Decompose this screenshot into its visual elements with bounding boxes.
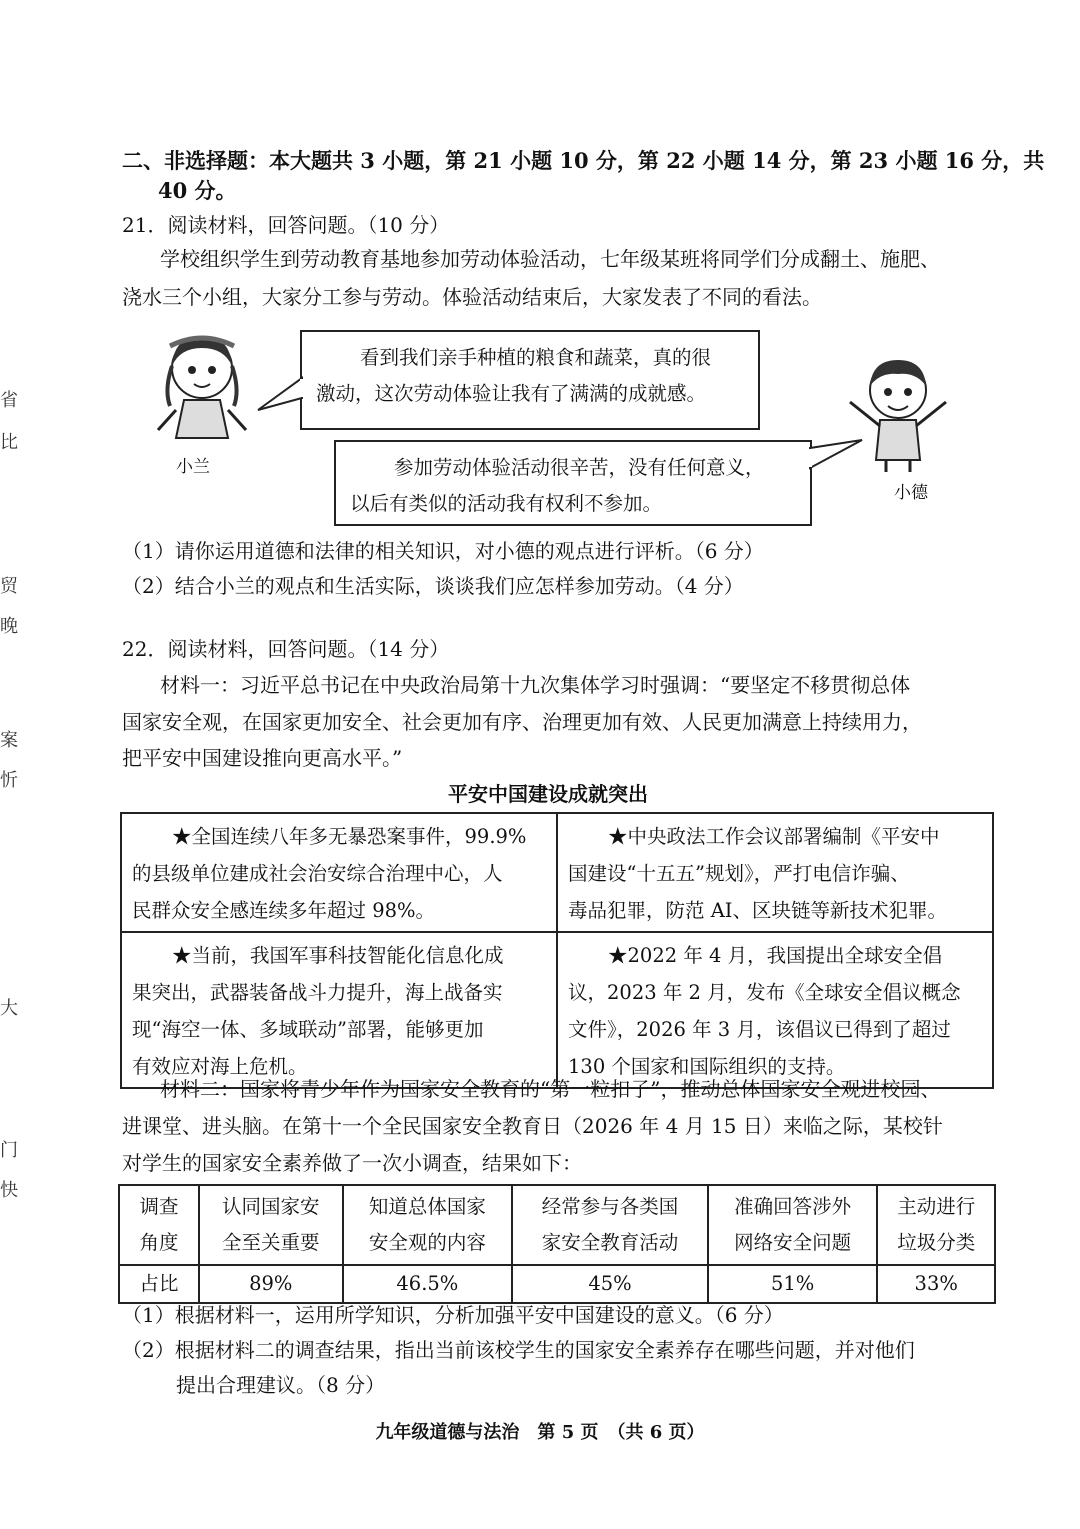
survey-value: 89% <box>199 1265 343 1303</box>
q21-intro: 学校组织学生到劳动教育基地参加劳动体验活动，七年级某班将同学们分成翻土、施肥、 <box>160 247 940 271</box>
survey-column-header-line: 安全观的内容 <box>368 1231 486 1254</box>
xiaolan-speech-line2: 激动，这次劳动体验让我有了满满的成就感。 <box>316 382 707 405</box>
page-footer: 九年级道德与法治 第 5 页 （共 6 页） <box>375 1422 705 1443</box>
survey-table <box>118 1184 996 1304</box>
xiaode-figure <box>842 350 954 474</box>
q22-title: 22．阅读材料，回答问题。（14 分） <box>122 637 450 661</box>
achievement-cell <box>557 813 993 932</box>
q21-intro-cont: 浇水三个小组，大家分工参与劳动。体验活动结束后，大家发表了不同的看法。 <box>122 285 822 309</box>
xiaode-name: 小德 <box>894 483 928 503</box>
q21-sub2: （2）结合小兰的观点和生活实际，谈谈我们应怎样参加劳动。（4 分） <box>122 574 744 598</box>
survey-column-header-line: 全至关重要 <box>222 1231 320 1254</box>
achievement-line: ★全国连续八年多无暴恐案事件，99.9% <box>172 825 527 848</box>
q21-sub1: （1）请你运用道德和法律的相关知识，对小德的观点进行评析。（6 分） <box>122 539 764 563</box>
survey-value: 33% <box>877 1265 995 1303</box>
achievement-line: 议，2023 年 2 月，发布《全球安全倡议概念 <box>568 981 961 1004</box>
achievement-line: 毒品犯罪，防范 AI、区块链等新技术犯罪。 <box>568 899 947 922</box>
achievement-line: ★2022 年 4 月，我国提出全球安全倡 <box>608 944 943 967</box>
survey-value: 46.5% <box>343 1265 513 1303</box>
achievement-line: 130 个国家和国际组织的支持。 <box>568 1055 846 1078</box>
achievement-line: 有效应对海上危机。 <box>132 1055 308 1078</box>
survey-row-label: 占比 <box>119 1265 199 1303</box>
section-header-cont: 40 分。 <box>158 178 237 203</box>
q22-material2: 材料二：国家将青少年作为国家安全教育的“第一粒扣子”，推动总体国家安全观进校园、 <box>160 1077 941 1101</box>
margin-fragment: 晚 <box>0 616 18 637</box>
survey-column-header-line: 网络安全问题 <box>734 1231 852 1254</box>
margin-fragment: 快 <box>0 1180 18 1201</box>
survey-column-header-line: 垃圾分类 <box>897 1231 976 1254</box>
margin-fragment: 案 <box>0 730 18 751</box>
achievement-line: 的县级单位建成社会治安综合治理中心，人 <box>132 862 503 885</box>
achievement-cell <box>121 932 557 1088</box>
achievement-line: ★当前，我国军事科技智能化信息化成 <box>172 944 504 967</box>
survey-value: 45% <box>512 1265 708 1303</box>
xiaolan-speech-line1: 看到我们亲手种植的粮食和蔬菜，真的很 <box>360 346 712 369</box>
xiaode-speech-bubble <box>334 440 812 526</box>
q22-material1-cont: 国家安全观，在国家更加安全、社会更加有序、治理更加有效、人民更加满意上持续用力， <box>122 710 922 734</box>
achievement-cell <box>121 813 557 932</box>
survey-column-header <box>708 1185 878 1265</box>
achievement-table <box>120 812 994 1089</box>
q22-material1: 材料一：习近平总书记在中央政治局第十九次集体学习时强调：“要坚定不移贯彻总体 <box>160 673 911 697</box>
survey-header-label-line: 角度 <box>139 1231 179 1254</box>
survey-value: 51% <box>708 1265 878 1303</box>
survey-column-header-line: 家安全教育活动 <box>541 1231 679 1254</box>
xiaolan-name: 小兰 <box>176 457 210 477</box>
survey-column-header <box>512 1185 708 1265</box>
survey-column-header-line: 准确回答涉外 <box>734 1195 852 1218</box>
survey-column-header-line: 知道总体国家 <box>368 1195 486 1218</box>
q22-material1-end: 把平安中国建设推向更高水平。” <box>122 746 403 770</box>
margin-fragment: 贸 <box>0 576 18 597</box>
q22-sub1: （1）根据材料一，运用所学知识，分析加强平安中国建设的意义。（6 分） <box>122 1303 784 1327</box>
survey-column-header <box>343 1185 513 1265</box>
survey-header-label <box>119 1185 199 1265</box>
q22-material2-end: 对学生的国家安全素养做了一次小调查，结果如下： <box>122 1151 582 1175</box>
xiaode-speech-line2: 以后有类似的活动我有权利不参加。 <box>350 492 663 515</box>
xiaolan-figure <box>152 330 252 442</box>
achievement-line: 国建设“十五五”规划》，严打电信诈骗、 <box>568 862 910 885</box>
margin-fragment: 大 <box>0 998 18 1019</box>
achievement-line: 文件》，2026 年 3 月，该倡议已得到了超过 <box>568 1018 951 1041</box>
achievement-line: 果突出，武器装备战斗力提升，海上战备实 <box>132 981 503 1004</box>
survey-column-header-line: 经常参与各类国 <box>541 1195 679 1218</box>
margin-fragment: 门 <box>0 1140 18 1161</box>
xiaode-speech-line1: 参加劳动体验活动很辛苦，没有任何意义， <box>394 456 765 479</box>
survey-column-header <box>199 1185 343 1265</box>
achievement-line: 现“海空一体、多域联动”部署，能够更加 <box>132 1018 484 1041</box>
survey-column-header-line: 主动进行 <box>897 1195 976 1218</box>
xiaolan-bubble-tail <box>256 376 306 416</box>
survey-column-header-line: 认同国家安 <box>222 1195 320 1218</box>
q22-material2-cont: 进课堂、进头脑。在第十一个全民国家安全教育日（2026 年 4 月 15 日）来临之际，某校针 <box>122 1114 943 1138</box>
q22-sub2-cont: 提出合理建议。（8 分） <box>176 1373 386 1397</box>
margin-fragment: 比 <box>0 432 18 453</box>
section-header: 二、非选择题：本大题共 3 小题，第 21 小题 10 分，第 22 小题 14 分，第 23 小题 16 分，共 <box>122 148 1045 173</box>
survey-column-header <box>877 1185 995 1265</box>
q22-sub2: （2）根据材料二的调查结果，指出当前该校学生的国家安全素养存在哪些问题，并对他们 <box>122 1338 915 1362</box>
survey-header-label-line: 调查 <box>139 1195 179 1218</box>
achievement-cell <box>557 932 993 1088</box>
achievement-table-title: 平安中国建设成就突出 <box>448 782 648 806</box>
q21-title: 21．阅读材料，回答问题。（10 分） <box>122 213 450 237</box>
margin-fragment: 忻 <box>0 770 18 791</box>
achievement-line: ★中央政法工作会议部署编制《平安中 <box>608 825 940 848</box>
achievement-line: 民群众安全感连续多年超过 98%。 <box>132 899 436 922</box>
xiaolan-speech-bubble <box>300 330 760 430</box>
margin-fragment: 省 <box>0 390 18 411</box>
